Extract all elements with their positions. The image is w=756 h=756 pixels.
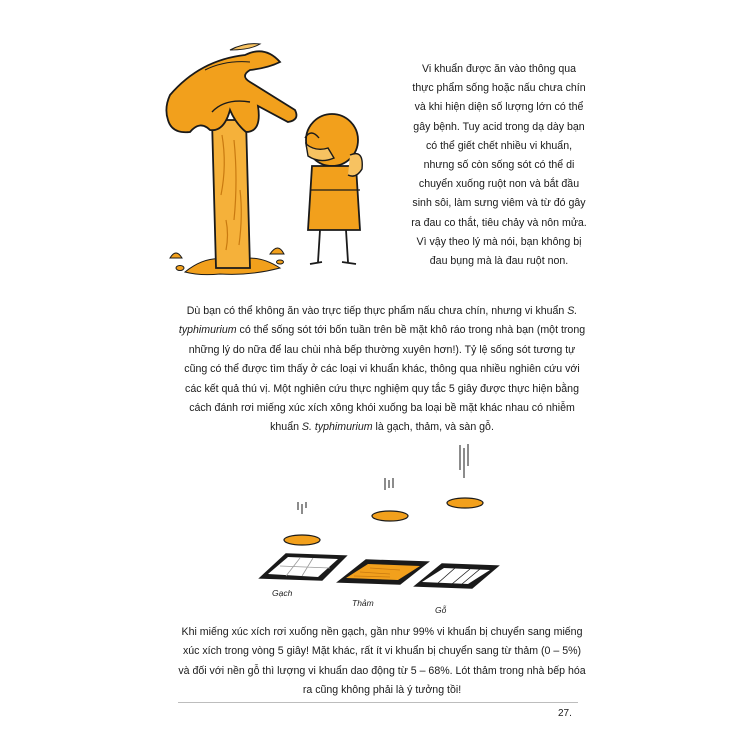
fall-lines xyxy=(298,444,468,514)
giant-hand-drawing xyxy=(166,44,296,133)
tile-surface-drawing xyxy=(260,554,346,580)
species-name-2: S. typhimurium xyxy=(301,421,373,434)
label-carpet: Thảm xyxy=(352,598,374,608)
person-drawing xyxy=(305,114,362,264)
page-number: 27. xyxy=(558,708,572,719)
surfaces-illustration xyxy=(250,440,510,600)
paragraph1-part3: là gạch, thảm, và sàn gỗ. xyxy=(372,421,494,434)
species-name-1: S. typhimurium xyxy=(178,305,578,337)
stomach-illustration xyxy=(150,40,380,280)
footer-rule xyxy=(178,702,578,703)
paragraph1-part2: có thể sống sót tới bốn tuần trên bề mặt khô ráo trong nhà bạn (một trong những lý do nữa để lau chùi nhà bếp thường xuyên hơn!). Tỷ lệ sống sót tương tự cũng có thể được tìm thấy ở các loại vi khuẩn khác, thông qua nhiều nghiên cứu với các kết quả thú vị. Một nghiên cứu thực nghiệm quy tắc 5 giây được thực hiện bằng cách đánh rơi miếng xúc xích xông khói xuống ba loại bề mặt khác nhau có nhiễm khuẩn xyxy=(184,324,586,434)
falling-sausages xyxy=(284,498,483,545)
main-paragraph-1-text xyxy=(178,302,586,438)
wood-surface-drawing xyxy=(415,564,498,588)
sausage-column-drawing xyxy=(212,120,250,268)
side-paragraph-text: Vi khuẩn được ăn vào thông qua thực phẩm sống hoặc nấu chưa chín và khi hiện diện số lượng lớn có thể gây bệnh. Tuy acid trong dạ dày bạn có thể giết chết nhiều vi khuẩn, nhưng số còn sống sót có thể di chuyển xuống ruột non và bắt đầu sinh sôi, làm sưng viêm và từ đó gây ra đau co thắt, tiêu chảy và nôn mửa. Vì vậy theo lý mà nói, bạn không bị đau bụng mà là đau ruột non. xyxy=(411,63,587,268)
paragraph1-part1: Dù bạn có thể không ăn vào trực tiếp thực phẩm nấu chưa chín, nhưng vi khuẩn xyxy=(186,305,568,317)
side-paragraph xyxy=(410,60,588,271)
carpet-surface-drawing xyxy=(338,560,428,584)
main-paragraph-1 xyxy=(178,302,586,438)
label-tile: Gạch xyxy=(272,588,293,598)
label-wood: Gỗ xyxy=(435,605,447,615)
main-paragraph-2-text: Khi miếng xúc xích rơi xuống nền gạch, gần như 99% vi khuẩn bị chuyển sang miếng xúc xích trong vòng 5 giây! Mặt khác, rất ít vi khuẩn bị chuyển sang từ thảm (0 – 5%) và đối với nền gỗ thì lượng vi khuẩn dao động từ 5 – 68%. Lót thảm trong nhà bếp hóa ra cũng không phải là ý tưởng tồi! xyxy=(178,626,586,697)
main-paragraph-2 xyxy=(178,623,586,701)
